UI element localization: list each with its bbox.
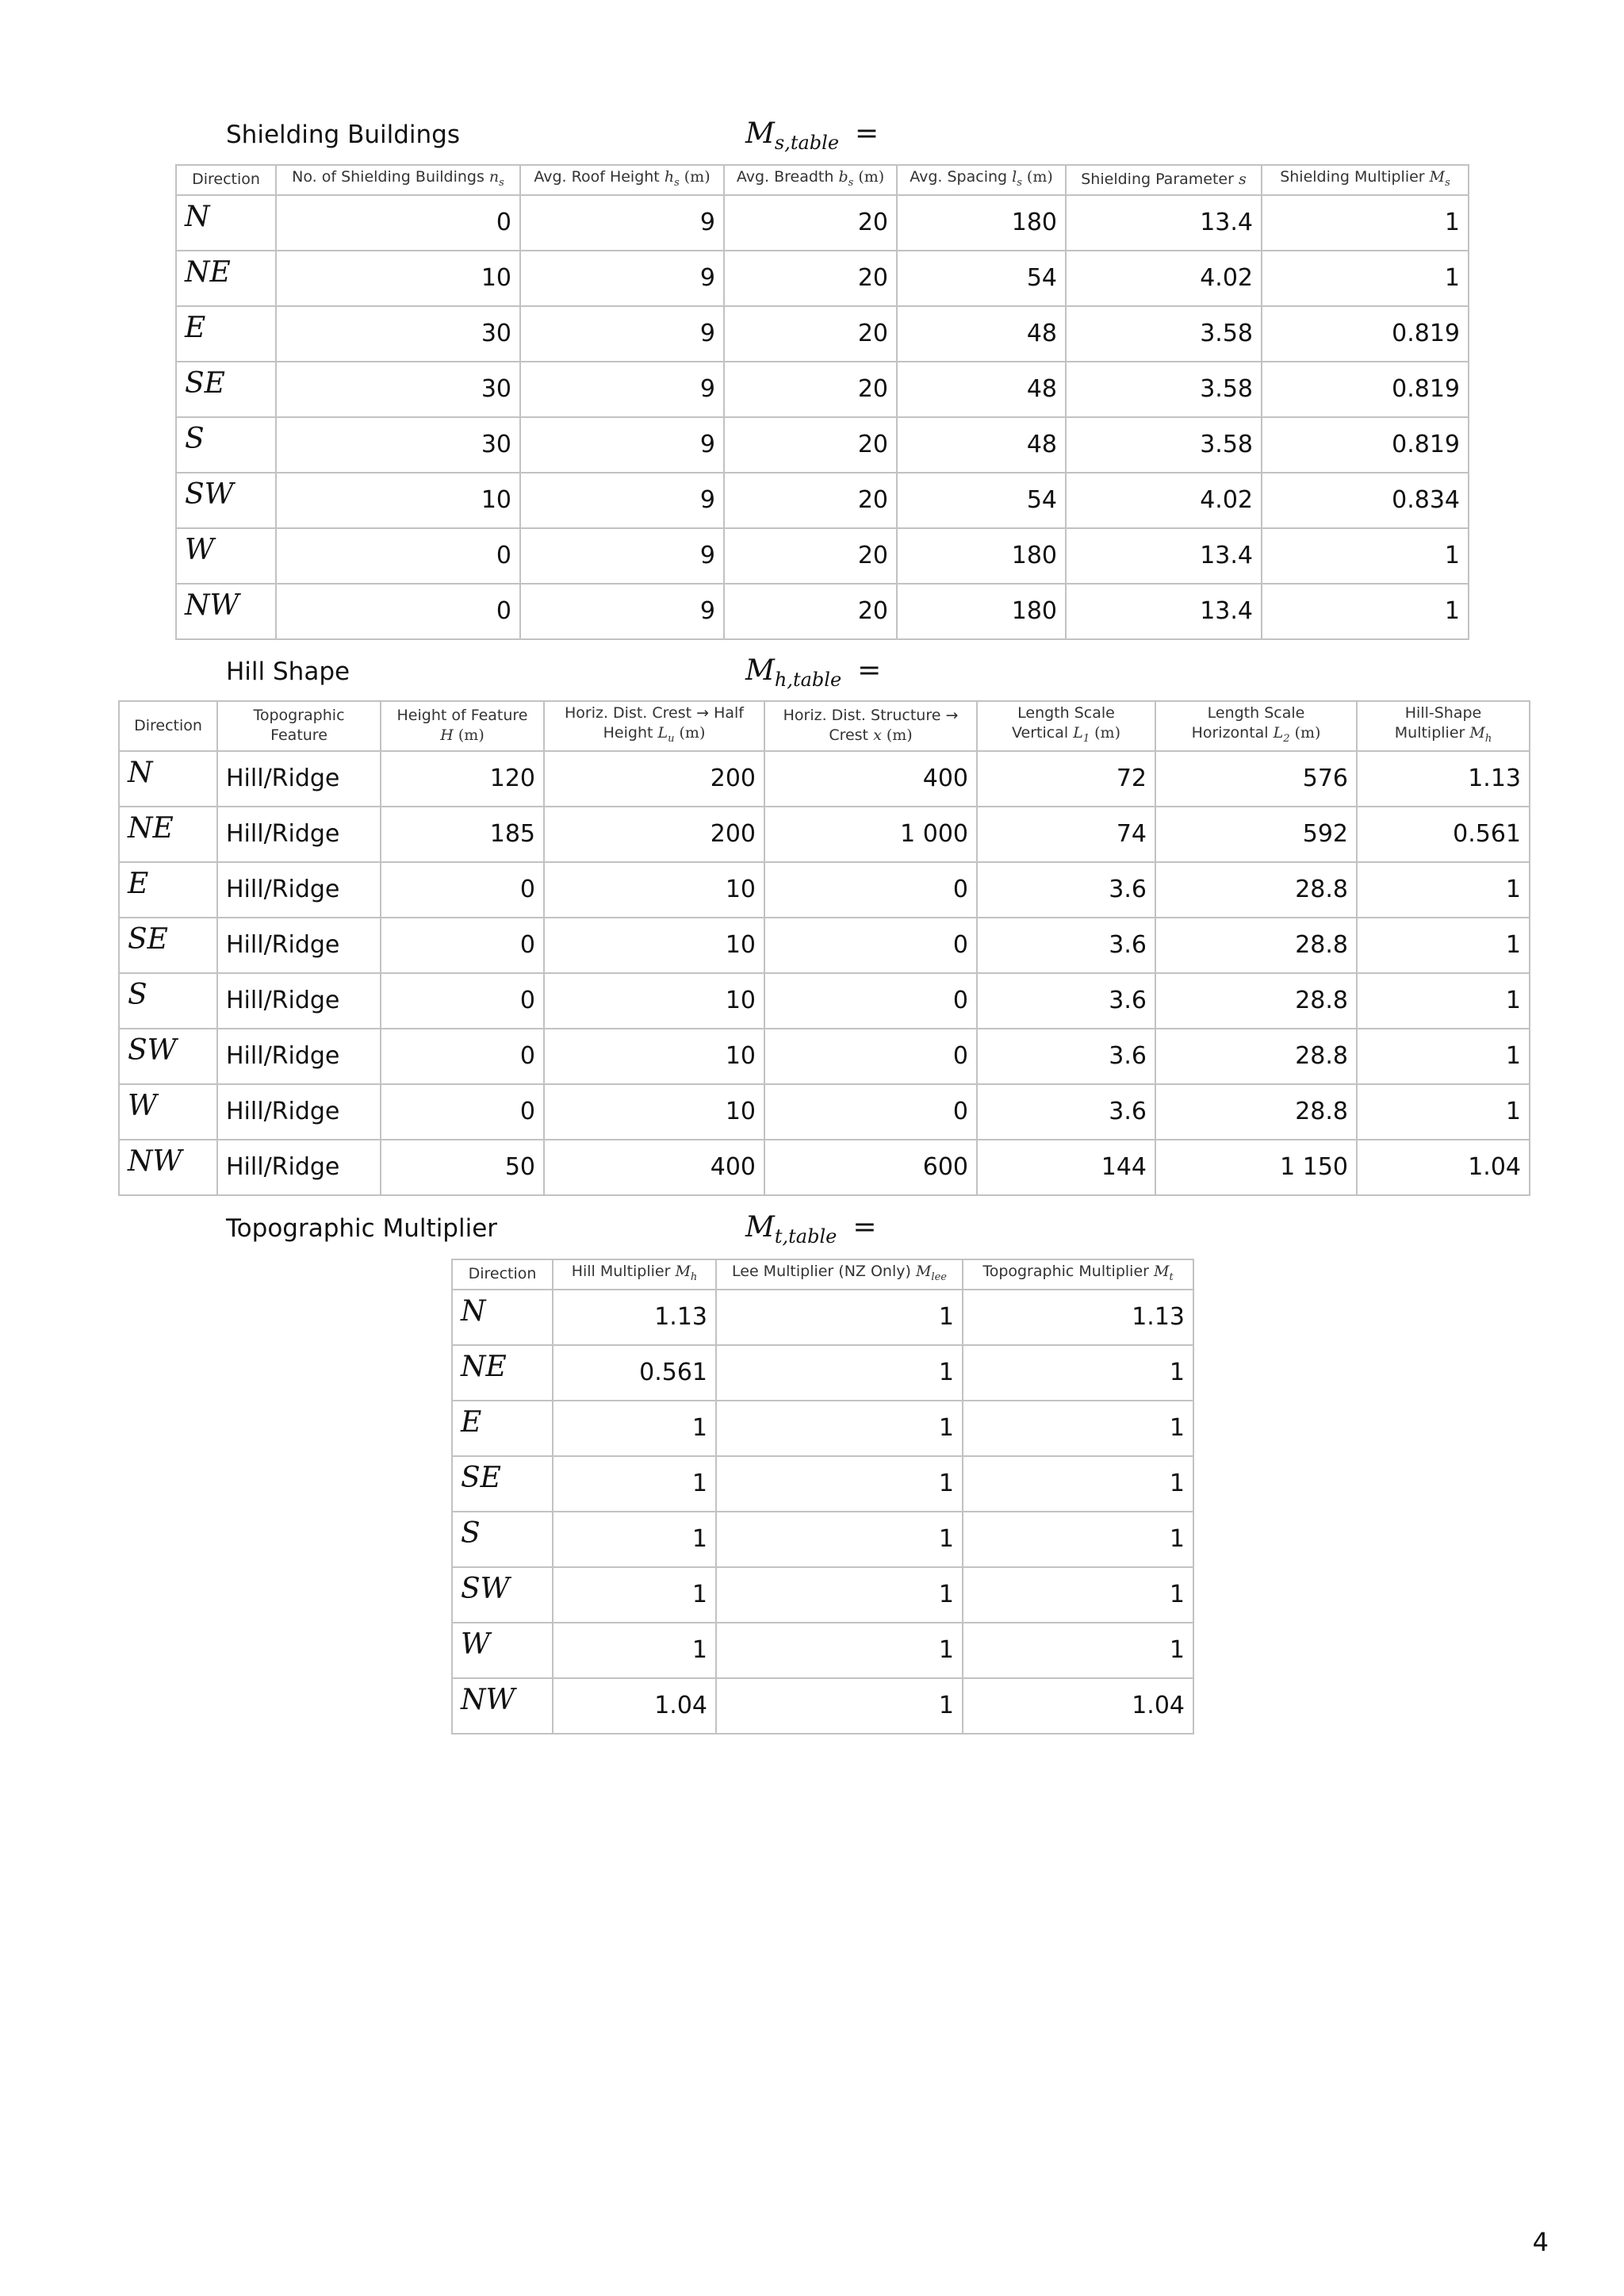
data-cell: 3.58 <box>1066 417 1262 473</box>
data-cell: 48 <box>897 362 1066 417</box>
column-header <box>963 1259 1193 1290</box>
data-cell: 54 <box>897 473 1066 528</box>
column-header <box>381 701 544 751</box>
header-symbol: n <box>488 168 500 186</box>
header-symbol-subscript: s <box>499 176 504 189</box>
data-cell: 10 <box>544 862 764 918</box>
header-text: Avg. Breadth <box>736 168 839 186</box>
data-cell: 1.13 <box>553 1290 716 1345</box>
header-symbol: s <box>1238 171 1247 189</box>
table-row <box>176 473 1469 528</box>
header-symbol: L <box>1073 724 1083 742</box>
table-row <box>119 807 1530 862</box>
data-cell: 10 <box>276 251 520 306</box>
data-cell: 4.02 <box>1066 251 1262 306</box>
data-cell: 9 <box>520 417 724 473</box>
data-cell: 54 <box>897 251 1066 306</box>
data-cell: 1 <box>716 1512 963 1567</box>
data-cell: 1 <box>1357 973 1530 1029</box>
column-header <box>176 165 276 195</box>
column-header <box>724 165 897 195</box>
data-cell: 10 <box>544 973 764 1029</box>
data-cell: Hill/Ridge <box>217 1084 381 1140</box>
data-cell: 20 <box>724 362 897 417</box>
data-cell: Hill/Ridge <box>217 918 381 973</box>
header-symbol-subscript: t <box>1169 1271 1174 1283</box>
table-row <box>119 862 1530 918</box>
data-cell: 0 <box>381 918 544 973</box>
topographic-multiplier-table <box>451 1259 1194 1734</box>
column-header <box>716 1259 963 1290</box>
data-cell: 400 <box>544 1140 764 1195</box>
column-header <box>119 701 217 751</box>
header-line-1: Topographic <box>253 707 345 725</box>
header-text: Direction <box>468 1265 537 1283</box>
data-cell: 74 <box>977 807 1155 862</box>
data-cell: 20 <box>724 584 897 639</box>
data-cell: 1 <box>553 1623 716 1678</box>
table-row <box>452 1678 1193 1734</box>
header-line-1: Horiz. Dist. Structure → <box>783 707 959 725</box>
column-header <box>520 165 724 195</box>
direction-cell: W <box>119 1084 217 1140</box>
header-line-2: Crest <box>829 726 874 745</box>
data-cell: 1 <box>963 1456 1193 1512</box>
header-line-2: Horizontal <box>1191 724 1274 742</box>
data-cell: 10 <box>544 918 764 973</box>
header-unit: (m) <box>853 168 885 186</box>
header-line-1: Direction <box>134 716 202 734</box>
header-text: Avg. Spacing <box>910 168 1013 186</box>
column-header <box>1357 701 1530 751</box>
data-cell: 1 <box>716 1567 963 1623</box>
header-unit: (m) <box>679 168 710 186</box>
data-cell: 185 <box>381 807 544 862</box>
header-symbol: h <box>664 168 675 186</box>
data-cell: 1 <box>553 1567 716 1623</box>
data-cell: Hill/Ridge <box>217 862 381 918</box>
table-row <box>119 1140 1530 1195</box>
data-cell: 1.04 <box>553 1678 716 1734</box>
data-cell: 3.6 <box>977 1084 1155 1140</box>
column-header <box>217 701 381 751</box>
data-cell: 30 <box>276 306 520 362</box>
shielding-table <box>175 164 1469 640</box>
data-cell: 1 <box>963 1567 1193 1623</box>
table-row <box>119 973 1530 1029</box>
direction-cell: NW <box>176 584 276 639</box>
direction-cell: NW <box>452 1678 553 1734</box>
data-cell: 20 <box>724 251 897 306</box>
direction-cell: SE <box>176 362 276 417</box>
header-text: Shielding Multiplier <box>1280 168 1430 186</box>
data-cell: 600 <box>764 1140 977 1195</box>
data-cell: 20 <box>724 306 897 362</box>
direction-cell: S <box>452 1512 553 1567</box>
data-cell: 20 <box>724 417 897 473</box>
data-cell: 28.8 <box>1155 1084 1357 1140</box>
direction-cell: S <box>119 973 217 1029</box>
data-cell: 1 <box>553 1512 716 1567</box>
data-cell: 28.8 <box>1155 1029 1357 1084</box>
data-cell: 1 <box>1262 584 1469 639</box>
data-cell: 180 <box>897 195 1066 251</box>
table-row <box>176 195 1469 251</box>
header-unit: (m) <box>453 726 485 745</box>
hill-shape-table <box>118 700 1530 1196</box>
data-cell: 0.561 <box>553 1345 716 1401</box>
header-symbol: M <box>675 1263 691 1280</box>
column-header <box>544 701 764 751</box>
data-cell: 1 <box>1262 195 1469 251</box>
data-cell: 1 <box>963 1512 1193 1567</box>
data-cell: 13.4 <box>1066 528 1262 584</box>
header-unit: (m) <box>1090 724 1120 742</box>
data-cell: 0.561 <box>1357 807 1530 862</box>
data-cell: 9 <box>520 362 724 417</box>
data-cell: 0.819 <box>1262 306 1469 362</box>
data-cell: 120 <box>381 751 544 807</box>
data-cell: 3.6 <box>977 862 1155 918</box>
header-line-2: Multiplier <box>1394 724 1470 742</box>
data-cell: 0 <box>381 1029 544 1084</box>
data-cell: 13.4 <box>1066 195 1262 251</box>
data-cell: 0 <box>381 862 544 918</box>
data-cell: 3.58 <box>1066 306 1262 362</box>
direction-cell: N <box>176 195 276 251</box>
data-cell: 9 <box>520 528 724 584</box>
data-cell: 10 <box>276 473 520 528</box>
header-text: Avg. Roof Height <box>534 168 665 186</box>
data-cell: 0.834 <box>1262 473 1469 528</box>
data-cell: 1 <box>1357 862 1530 918</box>
data-cell: 180 <box>897 528 1066 584</box>
data-cell: 48 <box>897 417 1066 473</box>
data-cell: 28.8 <box>1155 918 1357 973</box>
column-header <box>276 165 520 195</box>
data-cell: 3.6 <box>977 1029 1155 1084</box>
data-cell: Hill/Ridge <box>217 1140 381 1195</box>
data-cell: 1 <box>963 1401 1193 1456</box>
data-cell: 13.4 <box>1066 584 1262 639</box>
header-symbol: x <box>873 726 882 745</box>
header-symbol: L <box>1273 724 1284 742</box>
column-header <box>764 701 977 751</box>
data-cell: 1.13 <box>963 1290 1193 1345</box>
header-unit: (m) <box>881 726 913 745</box>
data-cell: 592 <box>1155 807 1357 862</box>
direction-cell: W <box>452 1623 553 1678</box>
data-cell: 1 <box>716 1290 963 1345</box>
header-text: Lee Multiplier (NZ Only) <box>732 1263 916 1280</box>
data-cell: 0 <box>276 195 520 251</box>
data-cell: 1 <box>716 1623 963 1678</box>
header-unit: (m) <box>1021 168 1053 186</box>
direction-cell: E <box>176 306 276 362</box>
direction-cell: E <box>452 1401 553 1456</box>
data-cell: 1 <box>553 1401 716 1456</box>
data-cell: 200 <box>544 751 764 807</box>
data-cell: 1.04 <box>1357 1140 1530 1195</box>
header-symbol-subscript: u <box>668 732 675 745</box>
data-cell: 3.58 <box>1066 362 1262 417</box>
direction-cell: SE <box>452 1456 553 1512</box>
data-cell: 1 <box>553 1456 716 1512</box>
header-symbol: M <box>915 1263 932 1280</box>
table-row <box>452 1345 1193 1401</box>
table-row <box>176 251 1469 306</box>
table-row <box>452 1512 1193 1567</box>
hill-title: Hill Shape <box>226 657 350 686</box>
header-symbol-subscript: s <box>848 176 854 189</box>
data-cell: 3.6 <box>977 918 1155 973</box>
data-cell: 1 <box>1357 1029 1530 1084</box>
data-cell: 28.8 <box>1155 862 1357 918</box>
data-cell: 0.819 <box>1262 417 1469 473</box>
data-cell: 1.13 <box>1357 751 1530 807</box>
data-cell: 1 <box>716 1345 963 1401</box>
header-line-1: Hill-Shape <box>1404 704 1482 722</box>
data-cell: 10 <box>544 1084 764 1140</box>
table-row <box>119 751 1530 807</box>
direction-cell: S <box>176 417 276 473</box>
table-row <box>176 362 1469 417</box>
data-cell: Hill/Ridge <box>217 751 381 807</box>
table-row <box>452 1290 1193 1345</box>
data-cell: 0 <box>764 1029 977 1084</box>
data-cell: 1 <box>963 1345 1193 1401</box>
table-row <box>452 1401 1193 1456</box>
data-cell: 9 <box>520 251 724 306</box>
data-cell: 1 <box>1262 251 1469 306</box>
topo-title: Topographic Multiplier <box>226 1214 498 1243</box>
header-text: Topographic Multiplier <box>982 1263 1154 1280</box>
table-row <box>176 417 1469 473</box>
data-cell: 30 <box>276 417 520 473</box>
hill-formula: $M_{h,table}$ = <box>745 654 882 691</box>
header-symbol-subscript: 1 <box>1082 732 1090 745</box>
column-header <box>1066 165 1262 195</box>
header-text: Hill Multiplier <box>571 1263 676 1280</box>
data-cell: 72 <box>977 751 1155 807</box>
data-cell: 0 <box>764 973 977 1029</box>
column-header <box>452 1259 553 1290</box>
header-symbol-subscript: s <box>674 176 680 189</box>
header-symbol: L <box>657 724 668 742</box>
column-header <box>1155 701 1357 751</box>
data-cell: 50 <box>381 1140 544 1195</box>
data-cell: Hill/Ridge <box>217 1029 381 1084</box>
column-header <box>1262 165 1469 195</box>
topo-formula: $M_{t,table}$ = <box>745 1211 877 1248</box>
header-text: No. of Shielding Buildings <box>292 168 489 186</box>
data-cell: 1 <box>1357 1084 1530 1140</box>
data-cell: 0 <box>764 918 977 973</box>
data-cell: 48 <box>897 306 1066 362</box>
direction-cell: N <box>452 1290 553 1345</box>
data-cell: 0 <box>276 528 520 584</box>
page-number: 4 <box>1532 2227 1549 2257</box>
direction-cell: NW <box>119 1140 217 1195</box>
column-header <box>977 701 1155 751</box>
shielding-formula: $M_{s,table}$ = <box>745 117 879 154</box>
table-row <box>452 1623 1193 1678</box>
data-cell: 200 <box>544 807 764 862</box>
table-row <box>176 584 1469 639</box>
data-cell: 144 <box>977 1140 1155 1195</box>
direction-cell: NE <box>119 807 217 862</box>
data-cell: 1 <box>716 1456 963 1512</box>
column-header <box>553 1259 716 1290</box>
data-cell: 3.6 <box>977 973 1155 1029</box>
header-line-1: Length Scale <box>1017 704 1115 722</box>
header-line-2: Vertical <box>1012 724 1074 742</box>
data-cell: 576 <box>1155 751 1357 807</box>
header-symbol: H <box>440 726 454 745</box>
data-cell: 0 <box>764 862 977 918</box>
data-cell: 1.04 <box>963 1678 1193 1734</box>
direction-cell: SW <box>176 473 276 528</box>
data-cell: 1 000 <box>764 807 977 862</box>
direction-cell: NE <box>176 251 276 306</box>
data-cell: 20 <box>724 473 897 528</box>
data-cell: 9 <box>520 584 724 639</box>
table-row <box>176 306 1469 362</box>
header-symbol-subscript: h <box>1484 732 1492 745</box>
data-cell: 180 <box>897 584 1066 639</box>
header-symbol: b <box>838 168 848 186</box>
data-cell: Hill/Ridge <box>217 973 381 1029</box>
data-cell: 20 <box>724 528 897 584</box>
data-cell: 1 <box>963 1623 1193 1678</box>
header-symbol-subscript: lee <box>931 1271 947 1283</box>
data-cell: 1 150 <box>1155 1140 1357 1195</box>
table-row <box>119 1029 1530 1084</box>
data-cell: 0 <box>381 1084 544 1140</box>
data-cell: 20 <box>724 195 897 251</box>
data-cell: 0 <box>276 584 520 639</box>
data-cell: 0 <box>381 973 544 1029</box>
data-cell: 9 <box>520 473 724 528</box>
data-cell: 28.8 <box>1155 973 1357 1029</box>
data-cell: 9 <box>520 195 724 251</box>
header-symbol-subscript: s <box>1445 176 1450 189</box>
header-text: Direction <box>192 171 260 189</box>
data-cell: 10 <box>544 1029 764 1084</box>
table-row <box>176 528 1469 584</box>
header-symbol: l <box>1012 168 1017 186</box>
header-line-1: Height of Feature <box>396 707 528 725</box>
table-row <box>452 1567 1193 1623</box>
direction-cell: NE <box>452 1345 553 1401</box>
header-line-2: Feature <box>270 726 327 745</box>
direction-cell: E <box>119 862 217 918</box>
data-cell: 1 <box>1262 528 1469 584</box>
data-cell: 0 <box>764 1084 977 1140</box>
header-unit: (m) <box>674 724 706 742</box>
header-line-1: Length Scale <box>1207 704 1305 722</box>
data-cell: 1 <box>716 1678 963 1734</box>
header-unit: (m) <box>1289 724 1321 742</box>
data-cell: Hill/Ridge <box>217 807 381 862</box>
table-row <box>119 1084 1530 1140</box>
data-cell: 1 <box>716 1401 963 1456</box>
data-cell: 30 <box>276 362 520 417</box>
header-symbol-subscript: h <box>690 1271 698 1283</box>
direction-cell: SW <box>452 1567 553 1623</box>
data-cell: 9 <box>520 306 724 362</box>
table-row <box>452 1456 1193 1512</box>
column-header <box>897 165 1066 195</box>
header-symbol: M <box>1429 168 1446 186</box>
data-cell: 0.819 <box>1262 362 1469 417</box>
header-symbol: M <box>1153 1263 1170 1280</box>
data-cell: 400 <box>764 751 977 807</box>
data-cell: 1 <box>1357 918 1530 973</box>
table-row <box>119 918 1530 973</box>
direction-cell: N <box>119 751 217 807</box>
header-line-1: Horiz. Dist. Crest → Half <box>565 704 744 722</box>
header-symbol-subscript: s <box>1017 176 1022 189</box>
header-line-2: Height <box>603 724 658 742</box>
header-text: Shielding Parameter <box>1081 171 1239 189</box>
data-cell: 4.02 <box>1066 473 1262 528</box>
shielding-title: Shielding Buildings <box>226 121 460 149</box>
direction-cell: W <box>176 528 276 584</box>
direction-cell: SW <box>119 1029 217 1084</box>
header-symbol-subscript: 2 <box>1283 732 1290 745</box>
direction-cell: SE <box>119 918 217 973</box>
header-symbol: M <box>1469 724 1485 742</box>
